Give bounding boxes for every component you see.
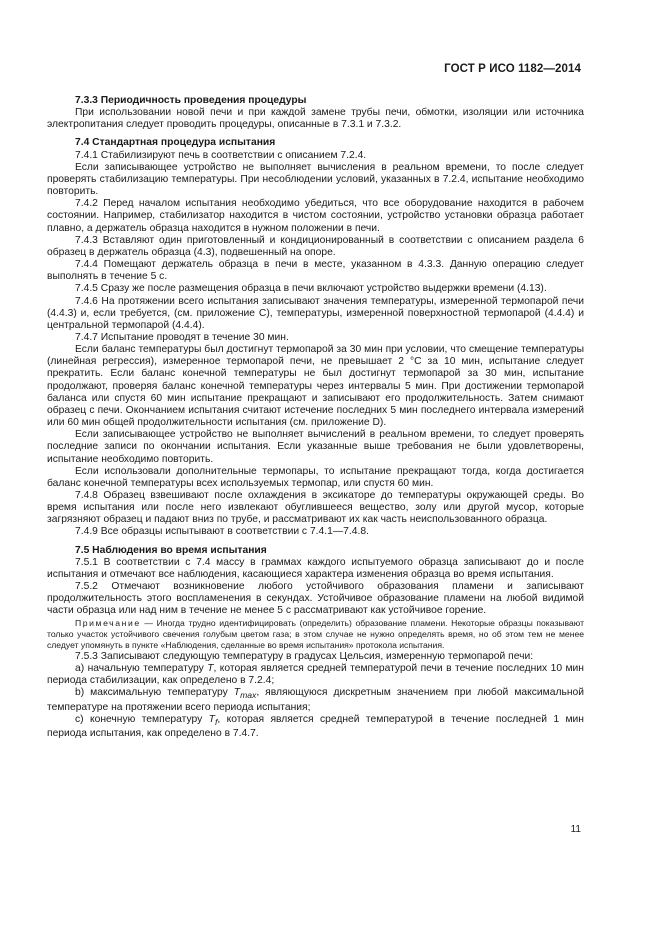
list-item-b: b) максимальную температуру $T_{max}$, являющуюся дискретным значением при любой максимальной температуре на протяжении всего периода испытания; xyxy=(47,687,584,713)
note xyxy=(47,618,584,651)
list-item-a: a) начальную температуру T, которая является средней температурой печи в течение последних 10 мин периода стабилизации, как определено в 7.2.4; xyxy=(47,663,584,687)
paragraph: Если баланс температуры был достигнут термопарой за 30 мин при условии, что смещение температуры (линейная регрессия), измеренное термопарой печи, не превышает 2 °С за 10 мин, испытание следует прекратить. Если баланс конечной температуры не был достигнут термопарой за 30 мин, испытание продолжают, проверяя баланс конечной температуры через интервалы 5 мин. При достижении термопарой баланса или спустя 60 мин испытание прекращают и записывают его продолжительность. Затем снимают образец с печи. Окончанием испытания считают истечение последних 5 мин последнего интервала измерений или 60 мин общей продолжительности испытания (см. приложение D). xyxy=(47,344,584,429)
paragraph: Если записывающее устройство не выполняет вычислений в реальном времени, то следует проверять последние записи по окончании испытания. Если указанные выше требования не были удовлетворены, испытание необходимо повторить. xyxy=(47,429,584,465)
note-text: — Иногда трудно идентифицировать (определить) образование пламени. Некоторые образцы показывают только участок устойчивого свечения голубым цветом газа; в этом случае не нужно определять время, но об этом тем не менее следует упомянуть в пункте «Наблюдения, сделанные во время испытания» протокола испытания. xyxy=(47,617,584,650)
clause-7-4-8: 7.4.8 Образец взвешивают после охлаждения в эксикаторе до температуры окружающей среды. Во время испытания или после него извлекают обуглившееся вещество, золу или другой мусор, которые загрязняют образец и падают вниз по трубе, и рассматривают их как часть неиспользованного образца. xyxy=(47,490,584,526)
note-label: Примечание xyxy=(75,617,141,628)
clause-7-4-7: 7.4.7 Испытание проводят в течение 30 мин. xyxy=(75,331,289,343)
document-code-header: ГОСТ Р ИСО 1182—2014 xyxy=(444,63,581,75)
clause-7-4-3: 7.4.3 Вставляют один приготовленный и кондиционированный в соответствии с описанием раздела 6 образец в держатель образца (4.3), подвешенный на опоре. xyxy=(47,234,584,258)
clause-7-4-1: 7.4.1 Стабилизируют печь в соответствии с описанием 7.2.4. xyxy=(75,149,367,161)
clause-7-4-5: 7.4.5 Сразу же после размещения образца в печи включают устройство выдержки времени (4.13). xyxy=(75,283,547,295)
section-7-3-3-title: 7.3.3 Периодичность проведения процедуры xyxy=(75,95,307,106)
paragraph: Если использовали дополнительные термопары, то испытание прекращают тогда, когда достигается баланс конечной температуры всех используемых термопар, или спустя 60 мин. xyxy=(47,465,584,489)
list-item-c: c) конечную температуру $T_f$, которая является средней температурой в течение последней 1 мин периода испытания, как определено в 7.4.7. xyxy=(47,713,584,739)
clause-7-4-9: 7.4.9 Все образцы испытывают в соответствии с 7.4.1—7.4.8. xyxy=(75,526,369,538)
clause-7-4-4: 7.4.4 Помещают держатель образца в печи в месте, указанном в 4.3.3. Данную операцию следует выполнять в течение 5 с. xyxy=(47,259,584,283)
clause-7-4-2: 7.4.2 Перед началом испытания необходимо убедиться, что все оборудование находится в рабочем состоянии. Например, стабилизатор находится в чистом состоянии, устройство установки образца работает плавно, а держатель образца находится в нужном положении в печи. xyxy=(47,198,584,234)
section-7-5-title: 7.5 Наблюдения во время испытания xyxy=(75,544,267,556)
clause-7-5-1: 7.5.1 В соответствии с 7.4 массу в граммах каждого испытуемого образца записывают до и после испытания и отмечают все наблюдения, касающиеся характера изменения образца во время испытания. xyxy=(47,556,584,580)
clause-7-4-6: 7.4.6 На протяжении всего испытания записывают значения температуры, измеренной термопарой печи (4.4.3) и, если требуется, (см. приложение С), температуры, измеренной поверхностной термопарой (4.4.4) и центральной термопарой (4.4.4). xyxy=(47,295,584,331)
page-body xyxy=(47,95,584,740)
page-number: 11 xyxy=(570,824,581,835)
paragraph: При использовании новой печи и при каждой замене трубы печи, обмотки, изоляции или источника электропитания следует проводить процедуры, описанные в 7.3.1 и 7.3.2. xyxy=(47,107,584,131)
clause-7-5-3: 7.5.3 Записывают следующую температуру в градусах Цельсия, измеренную термопарой печи: xyxy=(75,650,534,662)
section-7-4-title: 7.4 Стандартная процедура испытания xyxy=(75,137,276,149)
paragraph: Если записывающее устройство не выполняет вычисления в реальном времени, то после следует проверять стабилизацию температуры. При несоблюдении условий, указанных в 7.2.4, испытание необходимо повторить. xyxy=(47,161,584,198)
clause-7-5-2: 7.5.2 Отмечают возникновение любого устойчивого образования пламени и записывают продолжительность этого воспламенения в секундах. Устойчивое образование пламени на любой видимой части образца или над ним в течение не менее 5 с рассматривают как устойчивое горение. xyxy=(47,581,584,617)
